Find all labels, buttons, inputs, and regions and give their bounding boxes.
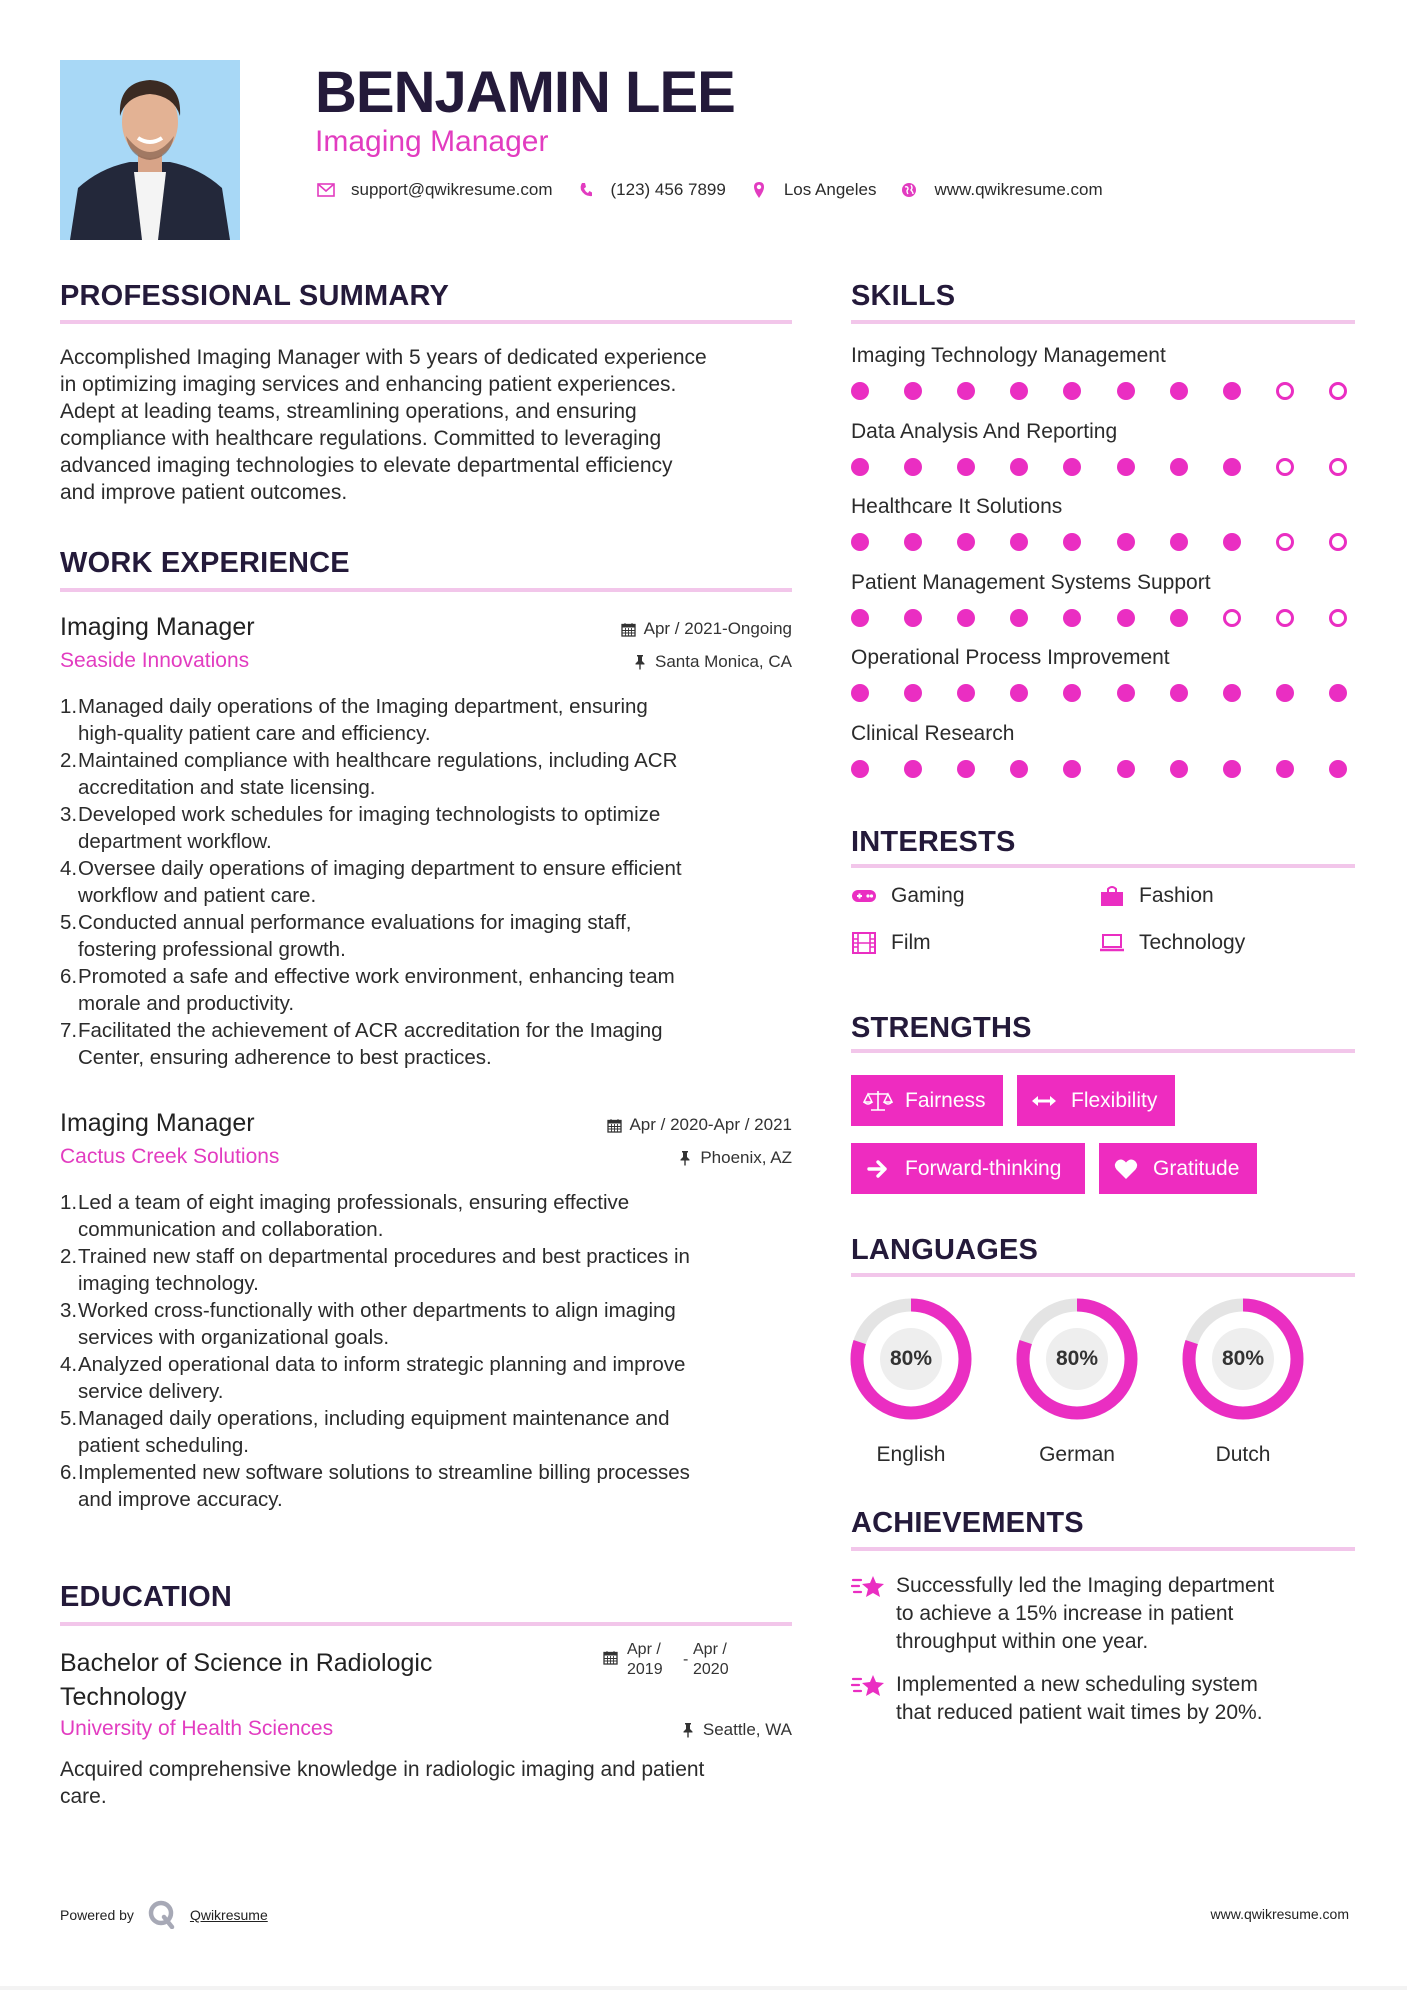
summary-line: in optimizing imaging services and enhancing patient experiences. (60, 373, 677, 396)
rating-dot-filled (1170, 609, 1188, 627)
contact-phone[interactable]: (123) 456 7899 (610, 180, 726, 199)
globe-icon (898, 180, 920, 200)
shooting-star-icon (851, 1671, 885, 1727)
skill-label: Data Analysis And Reporting (851, 419, 1118, 443)
rating-dot-filled (1063, 609, 1081, 627)
achievement-line: Successfully led the Imaging department (896, 1574, 1275, 1597)
bullet-line: Conducted annual performance evaluations for imaging staff, (78, 911, 632, 934)
bullet-number: 6. (60, 965, 78, 988)
interest-fashion (1099, 882, 1214, 910)
rating-dot-filled (957, 533, 975, 551)
rating-dot-filled (1010, 684, 1028, 702)
bullet-line: Developed work schedules for imaging technologists to optimize (78, 803, 661, 826)
bullet-item (60, 855, 792, 909)
skill-rating (851, 457, 1347, 477)
bullet-line: and improve accuracy. (78, 1488, 283, 1511)
achievement-text (896, 1671, 1263, 1727)
rating-dot-empty (1329, 609, 1347, 627)
bullet-line: Center, ensuring adherence to best practices. (78, 1046, 492, 1069)
job-title: Imaging Manager (60, 1109, 255, 1137)
bullet-line: morale and productivity. (78, 992, 295, 1015)
bullet-line: Managed daily operations, including equipment maintenance and (78, 1407, 670, 1430)
achievement-line: throughput within one year. (896, 1630, 1149, 1653)
rating-dot-filled (1117, 684, 1135, 702)
language-dutch (1182, 1298, 1304, 1468)
skill-row (851, 721, 1355, 797)
bullet-item (60, 1297, 792, 1351)
degree-title (60, 1646, 432, 1714)
rating-dot-empty (1276, 533, 1294, 551)
rating-dot-filled (1010, 760, 1028, 778)
heart-icon (1111, 1157, 1141, 1181)
bullet-item (60, 963, 792, 1017)
bullet-text (78, 855, 682, 909)
rating-dot-filled (1223, 684, 1241, 702)
summary-line: Adept at leading teams, streamlining operations, and ensuring (60, 400, 637, 423)
phone-icon (575, 180, 597, 200)
rating-dot-filled (851, 458, 869, 476)
job-1-bullets (60, 693, 792, 1071)
bullet-text (78, 963, 675, 1017)
education-divider (60, 1622, 792, 1626)
job-location (560, 651, 792, 673)
skill-row (851, 419, 1355, 495)
rating-dot-filled (1170, 684, 1188, 702)
rating-dot-filled (1063, 382, 1081, 400)
skill-rating (851, 683, 1347, 703)
rating-dot-filled (1117, 609, 1135, 627)
rating-dot-filled (1063, 458, 1081, 476)
rating-dot-filled (904, 609, 922, 627)
job-location (560, 1147, 792, 1169)
strength-label: Gratitude (1153, 1156, 1240, 1180)
experience-divider (60, 588, 792, 592)
rating-dot-filled (1010, 458, 1028, 476)
date-start-year: 2019 (627, 1661, 663, 1678)
rating-dot-filled (1117, 382, 1135, 400)
education-location (560, 1719, 792, 1741)
bullet-item (60, 747, 792, 801)
skills-divider (851, 320, 1355, 324)
bullet-line: accreditation and state licensing. (78, 776, 376, 799)
achievement-line: that reduced patient wait times by 20%. (896, 1701, 1263, 1724)
rating-dot-empty (1276, 458, 1294, 476)
bullet-item (60, 1017, 792, 1071)
bullet-item (60, 693, 792, 747)
arrows-horizontal-icon (1029, 1089, 1059, 1113)
interest-label: Technology (1139, 931, 1246, 954)
interests-heading: INTERESTS (851, 826, 1016, 858)
rating-dot-filled (1010, 382, 1028, 400)
summary-text (60, 344, 792, 506)
skill-rating (851, 532, 1347, 552)
bullet-line: Oversee daily operations of imaging department to ensure efficient (78, 857, 682, 880)
rating-dot-filled (1170, 760, 1188, 778)
summary-line: and improve patient outcomes. (60, 481, 348, 504)
date-end-year: 2020 (693, 1661, 729, 1678)
languages-heading: LANGUAGES (851, 1234, 1039, 1266)
summary-line: compliance with healthcare regulations. Committed to leveraging (60, 427, 662, 450)
bullet-text (78, 1297, 676, 1351)
footer-url[interactable]: www.qwikresume.com (1210, 1906, 1349, 1922)
rating-dot-empty (1276, 609, 1294, 627)
footer-powered-by (60, 1900, 268, 1930)
bullet-text (78, 1459, 690, 1513)
rating-dot-filled (904, 382, 922, 400)
candidate-title: Imaging Manager (315, 125, 549, 158)
summary-heading: PROFESSIONAL SUMMARY (60, 280, 450, 312)
strength-tag-gratitude (1099, 1143, 1257, 1194)
job-company: Cactus Creek Solutions (60, 1145, 280, 1168)
bullet-text (78, 1405, 670, 1459)
language-percent: 80% (889, 1347, 933, 1370)
job-dates-text: Apr / 2021-Ongoing (643, 619, 792, 638)
skills-heading: SKILLS (851, 280, 956, 312)
date-start-month: Apr / (627, 1641, 661, 1658)
strengths-heading: STRENGTHS (851, 1012, 1032, 1044)
pushpin-icon (677, 1150, 693, 1166)
bullet-number: 5. (60, 1407, 78, 1430)
rating-dot-filled (904, 684, 922, 702)
rating-dot-filled (1223, 382, 1241, 400)
candidate-name: BENJAMIN LEE (315, 60, 735, 125)
rating-dot-filled (1276, 760, 1294, 778)
bullet-text (78, 747, 677, 801)
rating-dot-empty (1223, 609, 1241, 627)
bullet-line: Led a team of eight imaging professionals, ensuring effective (78, 1191, 630, 1214)
rating-dot-filled (1063, 684, 1081, 702)
calendar-icon (603, 1650, 619, 1666)
strength-label: Forward-thinking (905, 1156, 1062, 1180)
bullet-line: Maintained compliance with healthcare regulations, including ACR (78, 749, 678, 772)
rating-dot-filled (1010, 609, 1028, 627)
bullet-line: Promoted a safe and effective work environment, enhancing team (78, 965, 675, 988)
achievements-list (851, 1572, 1355, 1727)
education-description-line: care. (60, 1785, 107, 1808)
education-description-line: Acquired comprehensive knowledge in radiologic imaging and patient (60, 1758, 705, 1781)
calendar-icon (621, 621, 637, 637)
bullet-text (78, 801, 660, 855)
rating-dot-filled (1170, 382, 1188, 400)
skill-label: Operational Process Improvement (851, 646, 1170, 669)
bullet-line: communication and collaboration. (78, 1218, 384, 1241)
job-entry-1 (60, 612, 792, 644)
bullet-line: Implemented new software solutions to streamline billing processes (78, 1461, 690, 1484)
bullet-number: 2. (60, 1245, 78, 1268)
page-bottom-edge (0, 1986, 1407, 1990)
rating-dot-empty (1329, 533, 1347, 551)
achievements-divider (851, 1547, 1355, 1551)
bullet-line: patient scheduling. (78, 1434, 249, 1457)
bullet-number: 3. (60, 803, 78, 826)
shooting-star-icon (851, 1572, 885, 1656)
interest-label: Gaming (891, 884, 965, 907)
skill-row (851, 645, 1355, 721)
achievement-item (851, 1671, 1355, 1727)
rating-dot-filled (1223, 458, 1241, 476)
interest-technology (1099, 929, 1245, 957)
summary-divider (60, 320, 792, 324)
bullet-number: 4. (60, 857, 78, 880)
contact-website[interactable]: www.qwikresume.com (934, 180, 1103, 199)
achievement-item (851, 1572, 1355, 1656)
language-name: German (1039, 1443, 1115, 1466)
rating-dot-filled (1063, 533, 1081, 551)
calendar-icon (606, 1117, 622, 1133)
bullet-line: Trained new staff on departmental procedures and best practices in (78, 1245, 690, 1268)
rating-dot-filled (904, 458, 922, 476)
bullet-item (60, 1243, 792, 1297)
qwikresume-logo-icon (148, 1899, 176, 1932)
language-percent: 80% (1221, 1347, 1265, 1370)
summary-line: advanced imaging technologies to elevate departmental efficiency (60, 454, 673, 477)
bullet-number: 6. (60, 1461, 78, 1484)
bullet-text (78, 909, 631, 963)
rating-dot-filled (1329, 684, 1347, 702)
strength-tag-forward-thinking (851, 1143, 1085, 1194)
bullet-item (60, 909, 792, 963)
rating-dot-filled (851, 684, 869, 702)
achievement-line: to achieve a 15% increase in patient (896, 1602, 1234, 1625)
skills-list (851, 343, 1355, 796)
bullet-text (78, 1243, 690, 1297)
degree-line: Bachelor of Science in Radiologic (60, 1649, 433, 1677)
bullet-number: 2. (60, 749, 78, 772)
rating-dot-filled (957, 760, 975, 778)
interest-gaming (851, 882, 965, 910)
interest-label: Fashion (1139, 884, 1214, 907)
skill-row (851, 494, 1355, 570)
date-start (627, 1640, 683, 1680)
bullet-line: department workflow. (78, 830, 272, 853)
avatar-illustration (60, 60, 240, 240)
bullet-line: service delivery. (78, 1380, 224, 1403)
skill-rating (851, 381, 1347, 401)
rating-dot-empty (1329, 382, 1347, 400)
language-name: Dutch (1215, 1443, 1271, 1466)
education-heading: EDUCATION (60, 1581, 233, 1613)
pushpin-icon (632, 654, 648, 670)
bullet-line: Analyzed operational data to inform strategic planning and improve (78, 1353, 686, 1376)
arrow-right-icon (863, 1157, 893, 1181)
powered-by-label: Powered by (60, 1907, 134, 1923)
bullet-number: 7. (60, 1019, 78, 1042)
bullet-line: fostering professional growth. (78, 938, 346, 961)
job-entry-2 (60, 1108, 792, 1140)
job-location-text: Santa Monica, CA (654, 652, 792, 671)
rating-dot-filled (1063, 760, 1081, 778)
language-name: English (876, 1443, 946, 1466)
laptop-icon (1099, 932, 1125, 954)
rating-dot-filled (851, 533, 869, 551)
education-dates (603, 1640, 729, 1680)
strength-tag-flexibility (1017, 1075, 1175, 1126)
rating-dot-filled (851, 382, 869, 400)
rating-dot-filled (1010, 533, 1028, 551)
achievement-text (896, 1572, 1274, 1656)
bullet-line: high-quality patient care and efficiency. (78, 722, 431, 745)
language-english (850, 1298, 972, 1468)
achievements-heading: ACHIEVEMENTS (851, 1507, 1084, 1539)
rating-dot-filled (957, 684, 975, 702)
language-german (1016, 1298, 1138, 1468)
bullet-number: 1. (60, 695, 78, 718)
rating-dot-filled (1170, 458, 1188, 476)
job-company: Seaside Innovations (60, 649, 250, 672)
summary-line: Accomplished Imaging Manager with 5 years of dedicated experience (60, 346, 707, 369)
envelope-icon (315, 180, 337, 200)
strength-label: Fairness (905, 1088, 986, 1112)
qwikresume-link[interactable]: Qwikresume (189, 1907, 268, 1923)
rating-dot-filled (1117, 458, 1135, 476)
rating-dot-filled (1223, 533, 1241, 551)
bullet-line: Worked cross-functionally with other departments to align imaging (78, 1299, 676, 1322)
bullet-item (60, 1405, 792, 1459)
contact-email[interactable]: support@qwikresume.com (351, 180, 553, 199)
bullet-item (60, 801, 792, 855)
rating-dot-filled (904, 533, 922, 551)
job-dates (621, 618, 792, 640)
rating-dot-filled (1223, 760, 1241, 778)
bullet-item (60, 1351, 792, 1405)
date-separator: - (683, 1651, 689, 1668)
skill-row (851, 343, 1355, 419)
gamepad-icon (851, 885, 877, 907)
skill-rating (851, 759, 1347, 779)
bullet-line: workflow and patient care. (78, 884, 317, 907)
experience-heading: WORK EXPERIENCE (60, 547, 350, 579)
rating-dot-filled (851, 760, 869, 778)
languages-divider (851, 1273, 1355, 1277)
skill-label: Clinical Research (851, 721, 1015, 745)
rating-dot-filled (851, 609, 869, 627)
rating-dot-filled (1117, 533, 1135, 551)
degree-line: Technology (60, 1683, 187, 1711)
interest-label: Film (891, 931, 931, 954)
bullet-text (78, 1017, 663, 1071)
rating-dot-empty (1276, 382, 1294, 400)
scale-icon (863, 1089, 893, 1113)
job-title: Imaging Manager (60, 613, 255, 641)
rating-dot-empty (1329, 458, 1347, 476)
rating-dot-filled (1276, 684, 1294, 702)
strength-label: Flexibility (1071, 1088, 1158, 1112)
map-pin-icon (748, 180, 770, 200)
skill-label: Healthcare It Solutions (851, 495, 1063, 518)
bullet-number: 1. (60, 1191, 78, 1214)
bullet-item (60, 1459, 792, 1513)
rating-dot-filled (1329, 760, 1347, 778)
shopping-bag-icon (1099, 885, 1125, 907)
bullet-line: Managed daily operations of the Imaging department, ensuring (78, 695, 648, 718)
rating-dot-filled (1170, 533, 1188, 551)
skill-label: Patient Management Systems Support (851, 570, 1211, 594)
skill-label: Imaging Technology Management (851, 344, 1166, 367)
bullet-number: 5. (60, 911, 78, 934)
bullet-line: Facilitated the achievement of ACR accreditation for the Imaging (78, 1019, 663, 1042)
rating-dot-filled (957, 382, 975, 400)
date-end-month: Apr / (693, 1641, 727, 1658)
bullet-text (78, 1189, 629, 1243)
bullet-text (78, 693, 648, 747)
bullet-line: imaging technology. (78, 1272, 259, 1295)
bullet-number: 4. (60, 1353, 78, 1376)
interests-divider (851, 864, 1355, 868)
profile-photo (60, 60, 240, 240)
rating-dot-filled (957, 609, 975, 627)
language-percent: 80% (1055, 1347, 1099, 1370)
job-dates (606, 1114, 792, 1136)
rating-dot-filled (1117, 760, 1135, 778)
education-description (60, 1756, 792, 1810)
contact-row (315, 178, 1125, 202)
skill-row (851, 570, 1355, 646)
pushpin-icon (680, 1722, 696, 1738)
job-dates-text: Apr / 2020-Apr / 2021 (629, 1115, 792, 1134)
education-location-text: Seattle, WA (702, 1720, 792, 1739)
job-2-bullets (60, 1189, 792, 1513)
film-icon (851, 932, 877, 954)
bullet-text (78, 1351, 685, 1405)
job-location-text: Phoenix, AZ (700, 1148, 792, 1167)
bullet-number: 3. (60, 1299, 78, 1322)
interest-film (851, 929, 931, 957)
rating-dot-filled (957, 458, 975, 476)
bullet-line: services with organizational goals. (78, 1326, 390, 1349)
date-end (693, 1640, 729, 1680)
contact-location: Los Angeles (783, 180, 877, 199)
bullet-item (60, 1189, 792, 1243)
rating-dot-filled (904, 760, 922, 778)
strengths-divider (851, 1049, 1355, 1053)
strength-tag-fairness (851, 1075, 1003, 1126)
achievement-line: Implemented a new scheduling system (896, 1673, 1258, 1696)
school-name: University of Health Sciences (60, 1717, 334, 1740)
skill-rating (851, 608, 1347, 628)
